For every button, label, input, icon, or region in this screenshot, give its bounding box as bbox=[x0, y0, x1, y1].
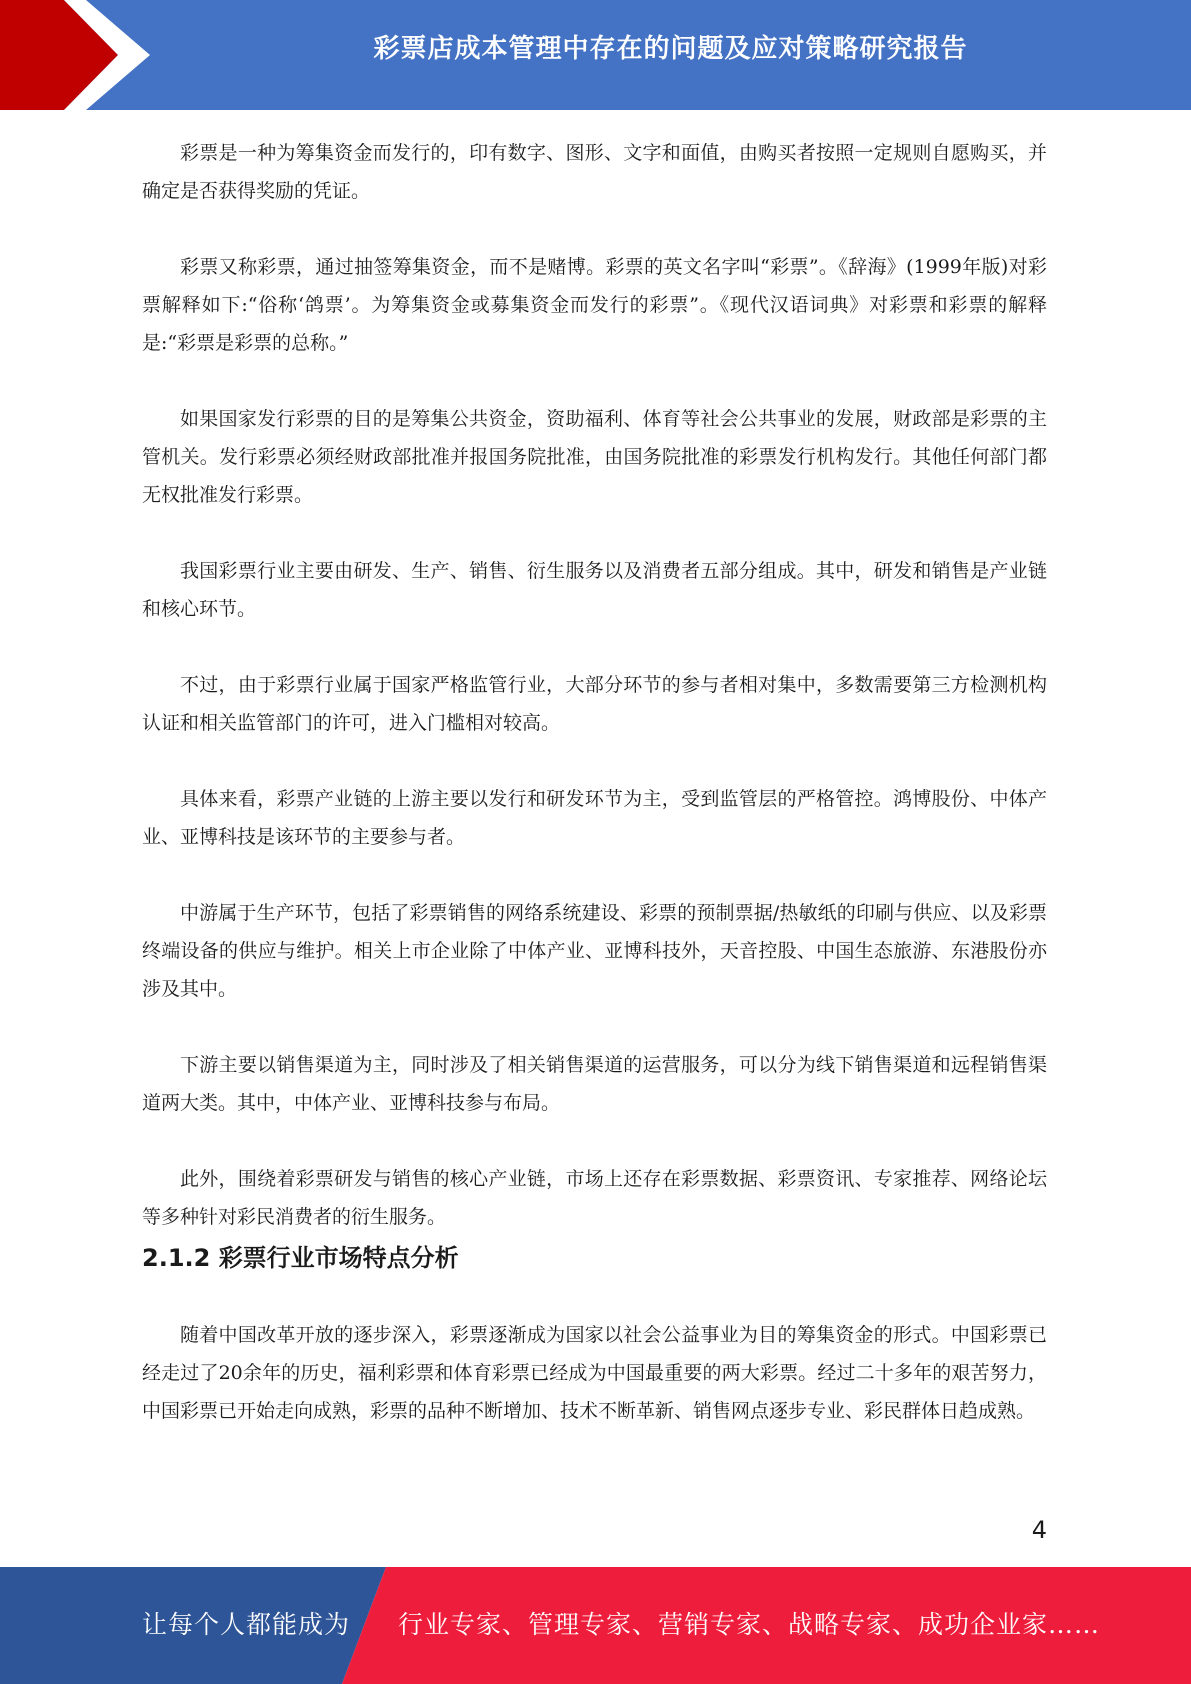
paragraph: 下游主要以销售渠道为主，同时涉及了相关销售渠道的运营服务，可以分为线下销售渠道和远程销售渠道两大类。其中，中体产业、亚博科技参与布局。 bbox=[142, 1054, 1047, 1114]
page-header bbox=[0, 0, 1191, 110]
paragraph: 随着中国改革开放的逐步深入，彩票逐渐成为国家以社会公益事业为目的筹集资金的形式。中国彩票已经走过了20余年的历史，福利彩票和体育彩票已经成为中国最重要的两大彩票。经过二十多年的艰苦努力，中国彩票已开始走向成熟，彩票的品种不断增加、技术不断革新、销售网点逐步专业、彩民群体日趋成熟。 bbox=[142, 1324, 1047, 1422]
page-number: 4 bbox=[1031, 1516, 1047, 1544]
document-body bbox=[142, 134, 1047, 1468]
document-title: 彩票店成本管理中存在的问题及应对策略研究报告 bbox=[373, 34, 968, 64]
footer-slogan-left: 让每个人都能成为 bbox=[142, 1610, 351, 1639]
paragraph: 彩票是一种为筹集资金而发行的，印有数字、图形、文字和面值，由购买者按照一定规则自愿购买，并确定是否获得奖励的凭证。 bbox=[142, 142, 1047, 202]
paragraph: 如果国家发行彩票的目的是筹集公共资金，资助福利、体育等社会公共事业的发展，财政部是彩票的主管机关。发行彩票必须经财政部批准并报国务院批准，由国务院批准的彩票发行机构发行。其他任何部门都无权批准发行彩票。 bbox=[142, 408, 1047, 506]
paragraph: 具体来看，彩票产业链的上游主要以发行和研发环节为主，受到监管层的严格管控。鸿博股份、中体产业、亚博科技是该环节的主要参与者。 bbox=[142, 788, 1047, 848]
footer-slogan-right: 行业专家、管理专家、营销专家、战略专家、成功企业家…… bbox=[398, 1610, 1101, 1639]
section-heading: 2.1.2 彩票行业市场特点分析 bbox=[142, 1244, 459, 1272]
paragraph: 不过，由于彩票行业属于国家严格监管行业，大部分环节的参与者相对集中，多数需要第三方检测机构认证和相关监管部门的许可，进入门槛相对较高。 bbox=[142, 674, 1047, 734]
paragraph: 中游属于生产环节，包括了彩票销售的网络系统建设、彩票的预制票据/热敏纸的印刷与供应、以及彩票终端设备的供应与维护。相关上市企业除了中体产业、亚博科技外，天音控股、中国生态旅游、东港股份亦涉及其中。 bbox=[142, 902, 1047, 1000]
paragraph: 我国彩票行业主要由研发、生产、销售、衍生服务以及消费者五部分组成。其中，研发和销售是产业链和核心环节。 bbox=[142, 560, 1047, 620]
paragraph: 此外，围绕着彩票研发与销售的核心产业链，市场上还存在彩票数据、彩票资讯、专家推荐、网络论坛等多种针对彩民消费者的衍生服务。 bbox=[142, 1168, 1047, 1228]
paragraph: 彩票又称彩票，通过抽签筹集资金，而不是赌博。彩票的英文名字叫“彩票”。《辞海》(1999年版)对彩票解释如下:“俗称‘鸽票’。为筹集资金或募集资金而发行的彩票”。《现代汉语词典》对彩票和彩票的解释是:“彩票是彩票的总称。” bbox=[142, 256, 1047, 354]
page-footer bbox=[0, 1567, 1191, 1684]
